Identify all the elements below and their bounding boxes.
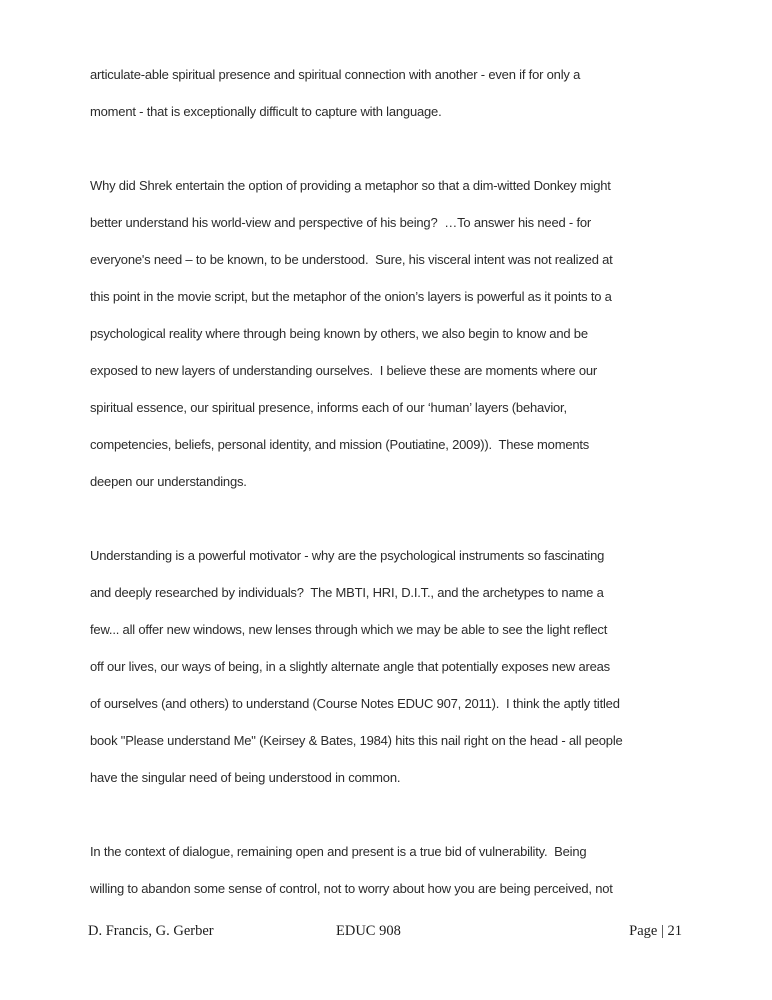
text-line: everyone's need – to be known, to be understood. Sure, his visceral intent was not realized at [90, 252, 613, 267]
text-line: psychological reality where through being known by others, we also begin to know and be [90, 326, 588, 341]
text-line: In the context of dialogue, remaining open and present is a true bid of vulnerability. Being [90, 844, 587, 859]
text-line: book "Please understand Me" (Keirsey & Bates, 1984) hits this nail right on the head - all people [90, 733, 623, 748]
text-line: better understand his world-view and perspective of his being? …To answer his need - for [90, 215, 592, 230]
text-line: articulate-able spiritual presence and spiritual connection with another - even if for only a [90, 67, 581, 82]
footer-course: EDUC 908 [336, 923, 401, 939]
text-line: this point in the movie script, but the metaphor of the onion’s layers is powerful as it points to a [90, 289, 612, 304]
paragraph [90, 167, 730, 500]
text-line: spiritual essence, our spiritual presence, informs each of our ‘human’ layers (behavior, [90, 400, 567, 415]
text-line: competencies, beliefs, personal identity, and mission (Poutiatine, 2009)). These moments [90, 437, 590, 452]
text-line: of ourselves (and others) to understand (Course Notes EDUC 907, 2011). I think the aptly titled [90, 696, 620, 711]
text-line: moment - that is exceptionally difficult to capture with language. [90, 104, 442, 119]
text-line: and deeply researched by individuals? The MBTI, HRI, D.I.T., and the archetypes to name a [90, 585, 604, 600]
text-line: have the singular need of being understood in common. [90, 770, 401, 785]
document-body [90, 56, 730, 944]
paragraph [90, 56, 730, 130]
paragraph [90, 833, 730, 907]
text-line: deepen our understandings. [90, 474, 247, 489]
paragraph [90, 537, 730, 796]
footer-author: D. Francis, G. Gerber [88, 923, 214, 939]
text-line: Understanding is a powerful motivator - why are the psychological instruments so fascinating [90, 548, 605, 563]
footer-page-number: Page | 21 [629, 923, 682, 939]
page-footer [0, 916, 772, 946]
text-line: willing to abandon some sense of control, not to worry about how you are being perceived, not [90, 881, 613, 896]
text-line: Why did Shrek entertain the option of providing a metaphor so that a dim-witted Donkey might [90, 178, 611, 193]
text-line: few... all offer new windows, new lenses through which we may be able to see the light reflect [90, 622, 608, 637]
text-line: exposed to new layers of understanding ourselves. I believe these are moments where our [90, 363, 598, 378]
text-line: off our lives, our ways of being, in a slightly alternate angle that potentially exposes new areas [90, 659, 610, 674]
